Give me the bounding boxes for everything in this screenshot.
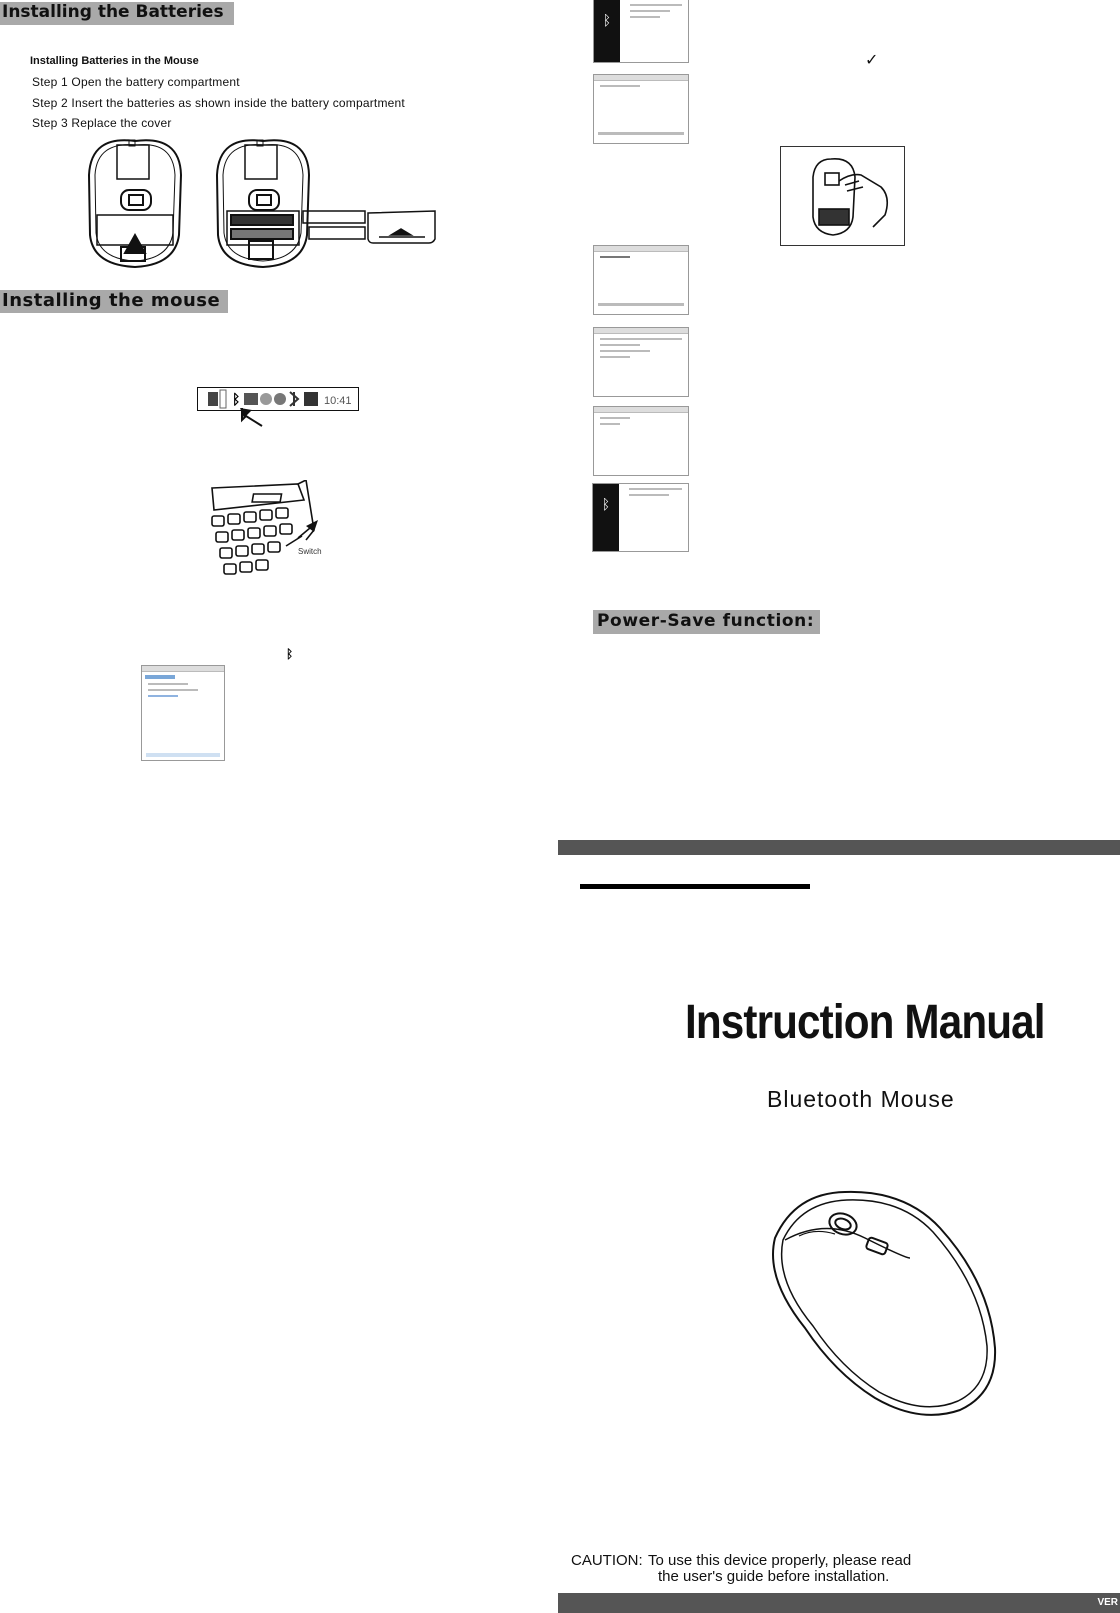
system-tray — [197, 387, 359, 411]
batteries-subtitle: Installing Batteries in the Mouse — [30, 55, 199, 67]
keyboard-illustration — [210, 480, 340, 590]
corner-text: VER — [1097, 1597, 1118, 1608]
arrow-icon — [238, 406, 268, 430]
bluetooth-icon: ᛒ — [232, 391, 241, 407]
section-header-batteries: Installing the Batteries — [0, 2, 234, 25]
wizard-screenshot-1: ᛒ — [593, 0, 689, 63]
switch-label: Switch — [298, 547, 322, 556]
step-1: Step 1 Open the battery compartment — [32, 75, 240, 89]
section-header-power-save: Power-Save function: — [593, 610, 820, 634]
caution-line-2: the user's guide before installation. — [658, 1568, 890, 1585]
step-3: Step 3 Replace the cover — [32, 116, 172, 130]
divider-bottom — [558, 1593, 1120, 1613]
wizard-screenshot-3 — [593, 245, 689, 315]
mouse-bottom-closed — [89, 140, 181, 267]
divider-top — [558, 840, 1120, 855]
battery-illustration — [85, 135, 455, 270]
dialog-screenshot — [141, 665, 225, 761]
wizard-screenshot-5 — [593, 406, 689, 476]
cover-subtitle: Bluetooth Mouse — [767, 1086, 955, 1112]
bluetooth-icon: ᛒ — [286, 647, 294, 661]
mouse-bottom-open — [217, 140, 309, 267]
connect-button-illustration — [780, 146, 905, 246]
divider-short — [580, 884, 810, 889]
cover-title: Instruction Manual — [685, 996, 1045, 1049]
step-2: Step 2 Insert the batteries as shown inside the battery compartment — [32, 96, 405, 110]
tray-clock: 10:41 — [324, 395, 352, 407]
tray-app-icon — [208, 392, 218, 406]
wizard-screenshot-6: ᛒ — [592, 483, 689, 552]
section-header-install: Installing the mouse — [0, 290, 228, 313]
battery-cover — [303, 211, 435, 243]
checkmark: ✓ — [865, 52, 879, 69]
caution-line-1: To use this device properly, please read — [648, 1552, 912, 1569]
mouse-illustration — [755, 1188, 1005, 1418]
wizard-screenshot-4 — [593, 327, 689, 397]
wizard-screenshot-2 — [593, 74, 689, 144]
caution-label: CAUTION: — [571, 1552, 643, 1569]
